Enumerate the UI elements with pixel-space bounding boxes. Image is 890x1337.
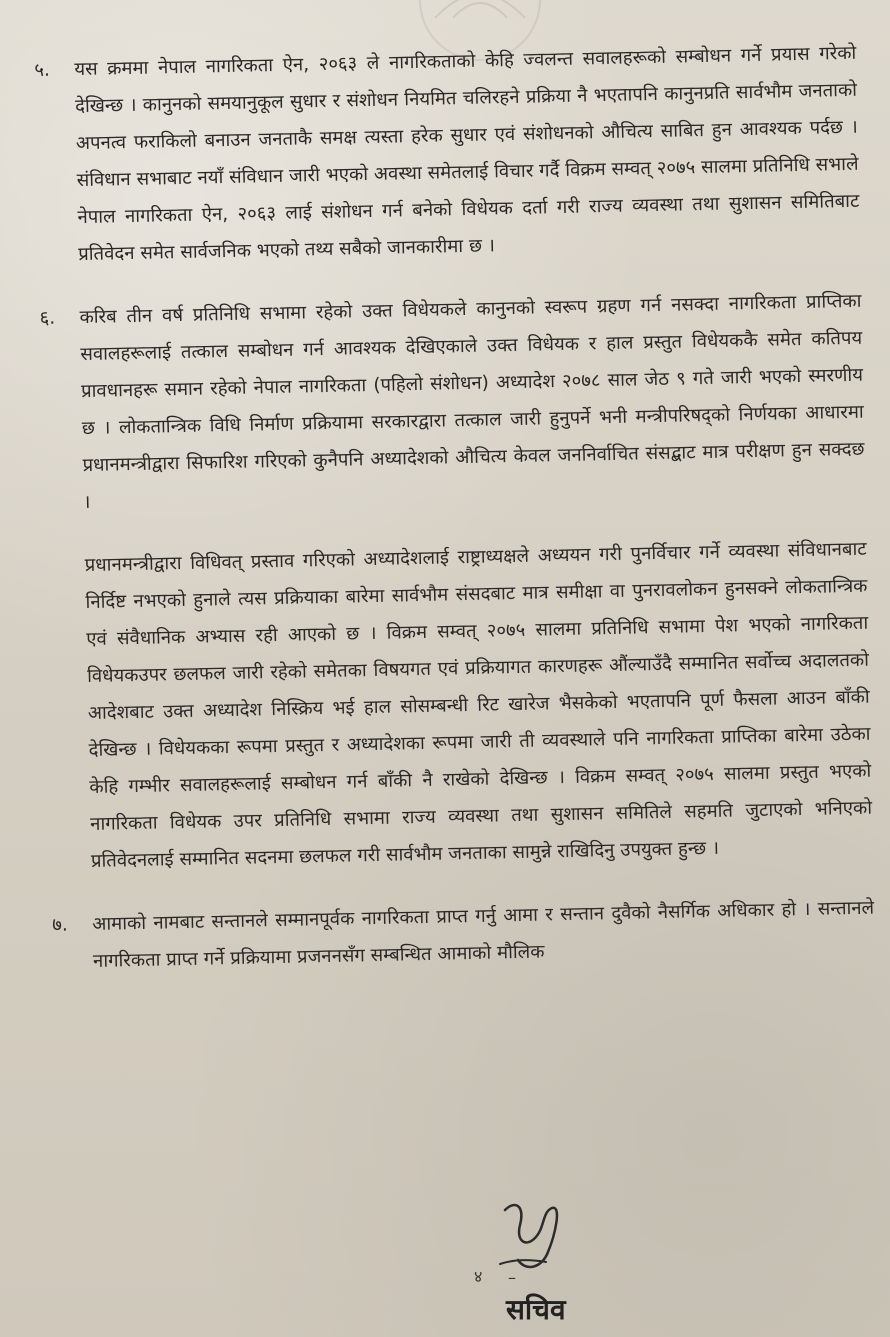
paragraph-number: ७.: [52, 914, 69, 936]
paragraph-number: [44, 547, 78, 548]
paragraph-text: आमाको नामबाट सन्तानले सम्मानपूर्वक नागरिकता प्राप्त गर्नु आमा र सन्तान दुवैको नैसर्गिक अधिकार हो । सन्तानले नागरिकता प्राप्त गर्ने प्रक्रियामा प्रजननसँग सम्बन्धित आमाको मौलिक: [92, 897, 875, 972]
signature-icon: [490, 1190, 570, 1280]
page-number: ४: [474, 1267, 483, 1286]
paragraph-7: [52, 890, 875, 981]
paragraph-6-continued: [44, 531, 873, 881]
paragraph-6: [39, 283, 865, 522]
paragraph-text: प्रधानमन्त्रीद्वारा विधिवत् प्रस्ताव गरिएको अध्यादेशलाई राष्ट्राध्यक्षले अध्ययन गरी पुनर्विचार गर्ने व्यवस्था संविधानबाट निर्दिष्ट नभएको हुनाले त्यस प्रक्रियाका बारेमा सार्वभौम संसदबाट मात्र समीक्षा वा पुनरावलोकन हुनसक्ने लोकतान्त्रिक एवं संवैधानिक अभ्यास रही आएको छ । विक्रम सम्वत् २०७५ सालमा प्रतिनिधि सभामा पेश भएको नागरिकता विधेयकउपर छलफल जारी रहेको समेतका विषयगत एवं प्रक्रियागत कारणहरू औंल्याउँदै सम्मानित सर्वोच्च अदालतको आदेशबाट उक्त अध्यादेश निस्क्रिय भई हाल सोसम्बन्धी रिट खारेज भैसकेको भएतापनि पूर्ण फैसला आउन बाँकी देखिन्छ । विधेयकका रूपमा प्रस्तुत र अध्यादेशका रूपमा जारी ती व्यवस्थाले पनि नागरिकता प्राप्तिका बारेमा उठेका केहि गम्भीर सवालहरूलाई सम्बोधन गर्न बाँकी नै राखेको देखिन्छ । विक्रम सम्वत् २०७५ सालमा प्रस्तुत भएको नागरिकता विधेयक उपर प्रतिनिधि सभामा राज्य व्यवस्था तथा सुशासन समितिले सहमति जुटाएको भनिएको प्रतिवेदनलाई सम्मानित सदनमा छलफल गरी सार्वभौम जनताका सामुन्ने राखिदिनु उपयुक्त हुन्छ ।: [84, 538, 873, 872]
paragraph-text: करिब तीन वर्ष प्रतिनिधि सभामा रहेको उक्त विधेयकले कानुनको स्वरूप ग्रहण गर्न नसक्दा नागरिकता प्राप्तिका सवालहरूलाई तत्काल सम्बोधन गर्न आवश्यक देखिएकाले उक्त विधेयक र हाल प्रस्तुत विधेयककै समेत कतिपय प्रावधानहरू समान रहेको नेपाल नागरिकता (पहिलो संशोधन) अध्यादेश २०७८ साल जेठ ९ गते जारी भएको स्मरणीय छ । लोकतान्त्रिक विधि निर्माण प्रक्रियामा सरकारद्वारा तत्काल जारी हुनुपर्ने भनी मन्त्रीपरिषद्को निर्णयका आधारमा प्रधानमन्त्रीद्वारा सिफारिश गरिएको कुनैपनि अध्यादेशको औचित्य केवल जननिर्वाचित संसद्बाट मात्र परीक्षण हुन सक्दछ ।: [79, 290, 865, 514]
paragraph-number: ५.: [34, 59, 51, 81]
document-body: [34, 35, 876, 1007]
paragraph-text: यस क्रममा नेपाल नागरिकता ऐन, २०६३ ले नागरिकताको केहि ज्वलन्त सवालहरूको सम्बोधन गर्ने प्रयास गरेको देखिन्छ । कानुनको समयानुकूल सुधार र संशोधन नियमित चलिरहने प्रक्रिया नै भएतापनि कानुनप्रति सार्वभौम जनताको अपनत्व फराकिलो बनाउन जनताकै समक्ष त्यस्ता हरेक सुधार एवं संशोधनको औचित्य साबित हुन आवश्यक पर्दछ । संविधान सभाबाट नयाँ संविधान जारी भएको अवस्था समेतलाई विचार गर्दै विक्रम सम्वत् २०७५ सालमा प्रतिनिधि सभाले नेपाल नागरिकता ऐन, २०६३ लाई संशोधन गर्न बनेको विधेयक दर्ता गरी राज्य व्यवस्था तथा सुशासन समितिबाट प्रतिवेदन समेत सार्वजनिक भएको तथ्य सबैको जानकारीमा छ ।: [74, 42, 860, 266]
secretary-label: सचिव: [506, 1293, 566, 1326]
paragraph-5: [34, 35, 860, 274]
footer-dash: –: [508, 1268, 516, 1287]
paragraph-number: ६.: [39, 307, 56, 329]
